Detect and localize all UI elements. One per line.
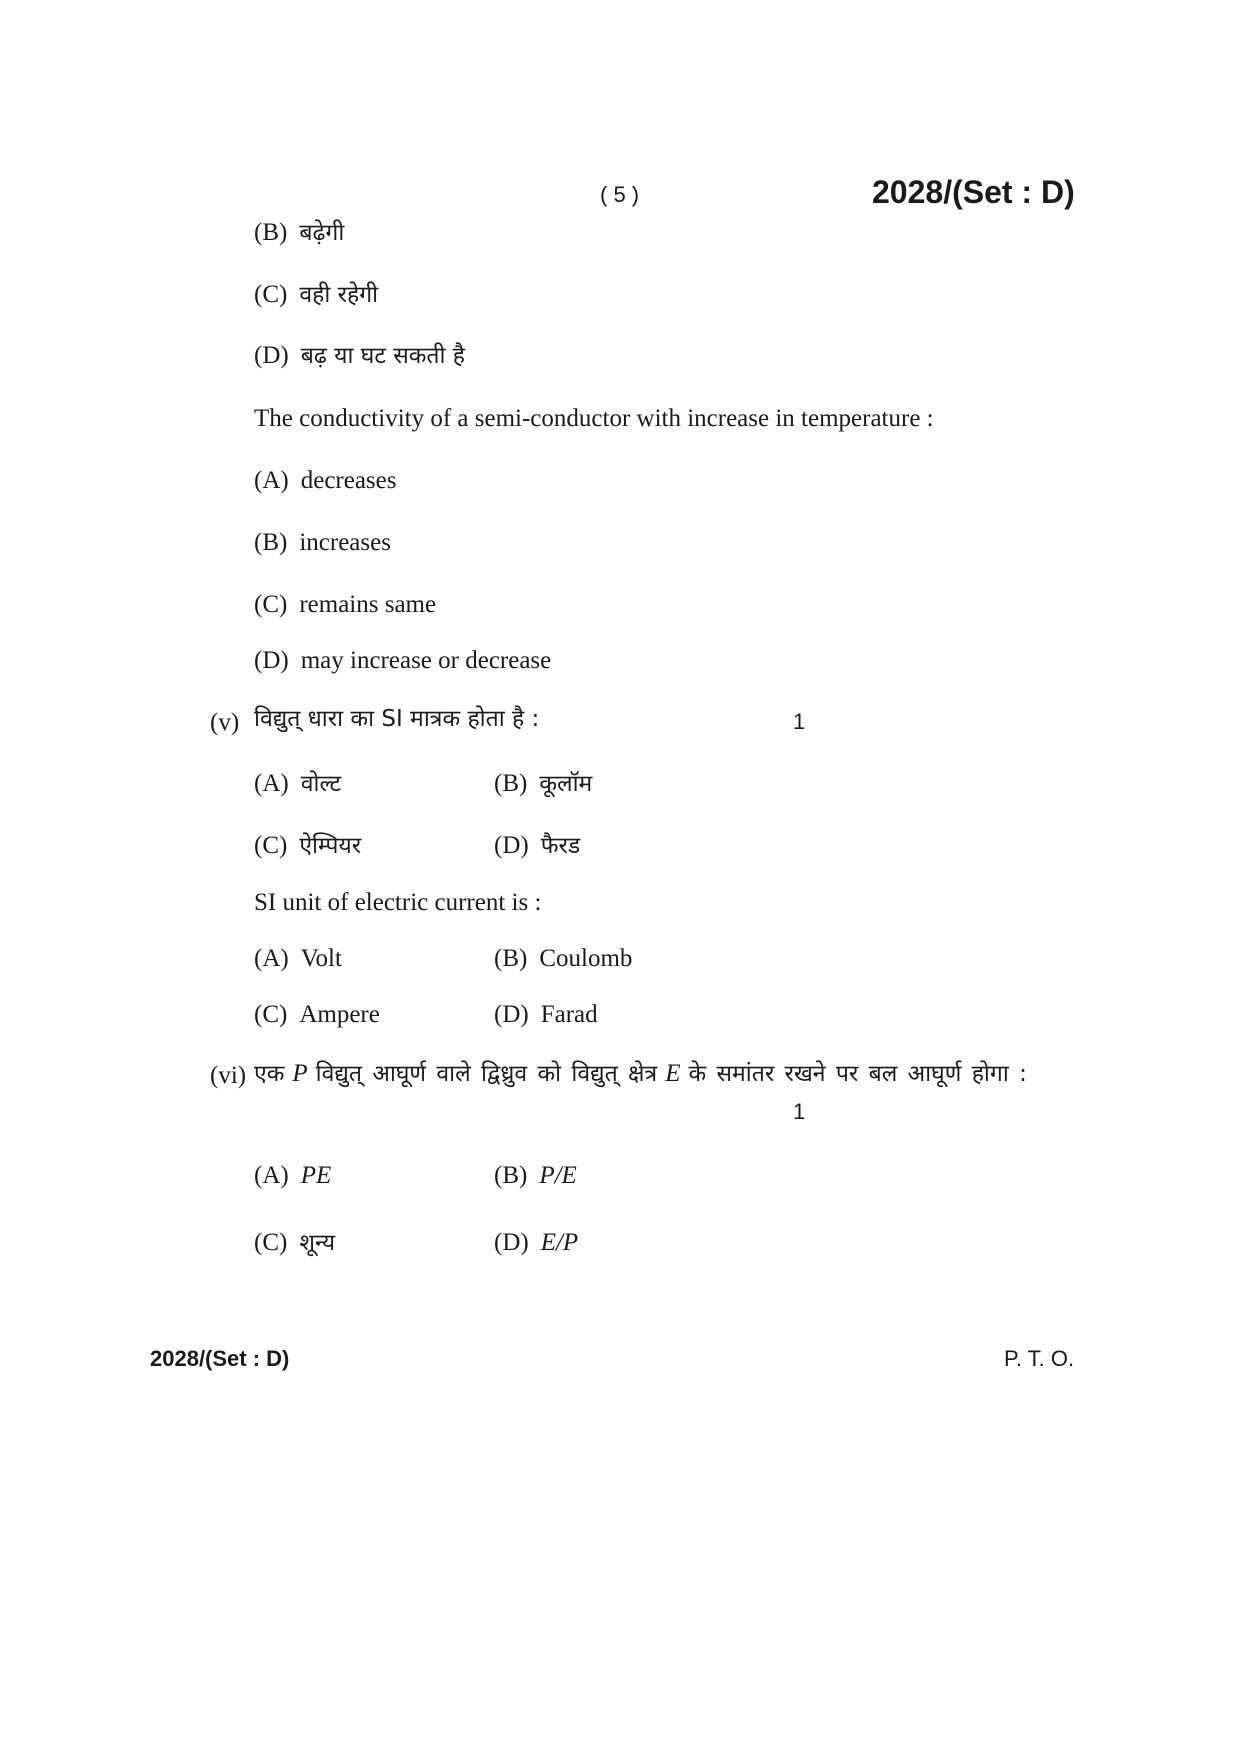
option-label: (C) (254, 281, 288, 308)
option-label: (D) (494, 1229, 529, 1256)
option-text: P/E (539, 1162, 577, 1189)
option-text: E/P (540, 1229, 579, 1256)
option-label: (B) (254, 219, 288, 246)
option-text: बढ़ेगी (299, 220, 345, 246)
option-text: may increase or decrease (300, 647, 552, 674)
pto-label: P. T. O. (1004, 1346, 1075, 1371)
option-label: (B) (494, 945, 528, 972)
option-label: (D) (254, 647, 289, 674)
option-label: (D) (494, 1001, 529, 1028)
option-text: Coulomb (539, 945, 633, 972)
option-text: Volt (300, 945, 342, 972)
option-text: increases (299, 529, 391, 556)
q-v-en-question: SI unit of electric current is : (254, 889, 542, 916)
q-v-marks: 1 (793, 709, 806, 734)
q-vi-number: (vi) (210, 1062, 247, 1089)
option-text: Farad (540, 1001, 598, 1028)
option-label: (B) (254, 529, 288, 556)
option-label: (A) (254, 467, 289, 494)
q-v-hi-option-c (254, 833, 361, 858)
option-label: (C) (254, 1229, 288, 1256)
option-label: (C) (254, 832, 288, 859)
q-v-number: (v) (210, 709, 240, 736)
q-vi-var-p: P (292, 1060, 308, 1087)
q-vi-text-part1: एक (254, 1061, 285, 1087)
option-label: (C) (254, 1001, 288, 1028)
q-iv-en-option-a (254, 468, 396, 493)
q-iv-en-option-c (254, 592, 436, 617)
q-iv-hi-option-c (254, 282, 378, 307)
q-v-hi-option-a (254, 771, 341, 796)
option-label: (D) (254, 342, 289, 369)
q-iv-en-option-d (254, 648, 551, 673)
q-vi-option-a (254, 1163, 331, 1188)
q-iv-en-question: The conductivity of a semi-conductor with increase in temperature : (254, 405, 934, 432)
q-iv-hi-option-d (254, 343, 465, 368)
q-vi-option-d (494, 1230, 578, 1255)
option-text: वोल्ट (300, 771, 342, 797)
q-v-en-option-a (254, 946, 342, 971)
q-vi-text-part3: के समांतर रखने पर बल आघूर्ण होगा : (688, 1061, 1027, 1087)
option-label: (B) (494, 1162, 528, 1189)
q-iv-hi-option-b (254, 220, 344, 245)
q-vi-var-e: E (665, 1060, 681, 1087)
option-text: decreases (300, 467, 397, 494)
q-vi-text-part2: विद्युत् आघूर्ण वाले द्विध्रुव को विद्युत् क्षेत्र (315, 1061, 658, 1087)
paper-code-footer: 2028/(Set : D) (150, 1346, 290, 1371)
option-label: (B) (494, 770, 528, 797)
option-text: फैरड (540, 833, 581, 859)
q-vi-hi-question (254, 1061, 1027, 1086)
option-text: बढ़ या घट सकती है (300, 343, 466, 369)
q-v-en-option-d (494, 1002, 598, 1027)
q-v-hi-option-d (494, 833, 580, 858)
paper-code-header: 2028/(Set : D) (872, 174, 1075, 210)
option-text: PE (300, 1162, 332, 1189)
q-vi-option-c (254, 1230, 335, 1255)
option-label: (D) (494, 832, 529, 859)
q-v-en-option-c (254, 1002, 380, 1027)
option-text: कूलॉम (539, 771, 593, 797)
option-text: ऐम्पियर (299, 833, 362, 859)
option-text: वही रहेगी (299, 282, 379, 308)
option-text: remains same (299, 591, 437, 618)
option-label: (A) (254, 945, 289, 972)
option-text: शून्य (299, 1230, 336, 1256)
option-text: Ampere (299, 1001, 380, 1028)
page-number: ( 5 ) (600, 182, 640, 207)
option-label: (A) (254, 1162, 289, 1189)
q-vi-option-b (494, 1163, 577, 1188)
option-label: (C) (254, 591, 288, 618)
q-v-hi-question: विद्युत् धारा का SI मात्रक होता है : (254, 706, 540, 732)
option-label: (A) (254, 770, 289, 797)
q-vi-marks: 1 (793, 1099, 806, 1124)
q-v-hi-option-b (494, 771, 592, 796)
q-iv-en-option-b (254, 530, 391, 555)
q-v-en-option-b (494, 946, 632, 971)
